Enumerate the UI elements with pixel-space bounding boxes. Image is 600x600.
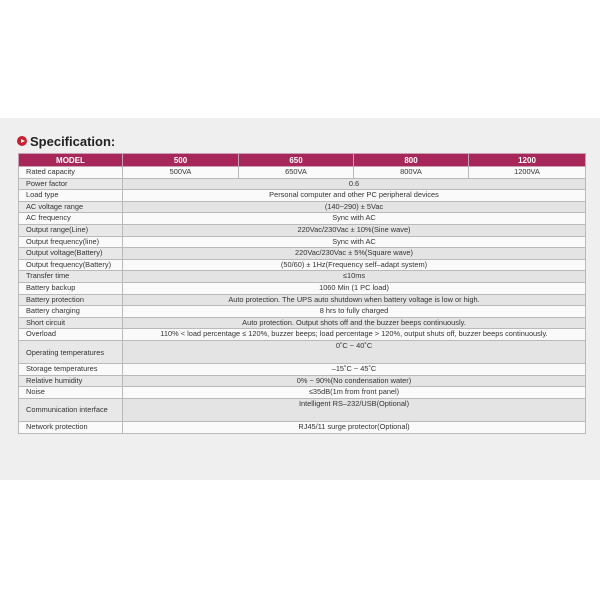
row-label: AC frequency: [19, 213, 123, 225]
row-value: 650VA: [239, 167, 354, 179]
header-model-500: 500: [123, 154, 239, 167]
table-row: [19, 190, 586, 202]
table-row: [19, 259, 586, 271]
table-row: [19, 248, 586, 260]
row-value: ≤10ms: [123, 271, 586, 283]
table-row: [19, 364, 586, 376]
row-value: 1200VA: [469, 167, 586, 179]
row-label: Battery backup: [19, 282, 123, 294]
header-model-1200: 1200: [469, 154, 586, 167]
row-value: ≤35dB(1m from front panel): [123, 387, 586, 399]
row-value: Sync with AC: [123, 213, 586, 225]
table-row: [19, 340, 586, 363]
row-value: RJ45/11 surge protector(Optional): [123, 422, 586, 434]
row-value: Personal computer and other PC peripheral devices: [123, 190, 586, 202]
row-value: 220Vac/230Vac ± 10%(Sine wave): [123, 224, 586, 236]
row-label: Operating temperatures: [19, 340, 123, 363]
row-label: Storage temperatures: [19, 364, 123, 376]
table-row: [19, 224, 586, 236]
row-value: 0% ~ 90%(No condensation water): [123, 375, 586, 387]
row-label: Noise: [19, 387, 123, 399]
row-label: Overload: [19, 329, 123, 341]
row-value: –15˚C ~ 45˚C: [123, 364, 586, 376]
row-value: 110% < load percentage ≤ 120%, buzzer beeps; load percentage > 120%, output shuts off, buzzer beeps continuously.: [123, 329, 586, 341]
section-title-text: Specification:: [30, 133, 116, 149]
row-label: Output voltage(Battery): [19, 248, 123, 260]
table-row: [19, 236, 586, 248]
row-value: Auto protection. The UPS auto shutdown when battery voltage is low or high.: [123, 294, 586, 306]
row-label: Output frequency(Battery): [19, 259, 123, 271]
row-value: Sync with AC: [123, 236, 586, 248]
row-label: Short circuit: [19, 317, 123, 329]
row-value: 220Vac/230Vac ± 5%(Square wave): [123, 248, 586, 260]
row-label: Output range(Line): [19, 224, 123, 236]
section-title: [17, 133, 115, 149]
table-row: [19, 167, 586, 179]
row-value: (50/60) ± 1Hz(Frequency self–adapt system): [123, 259, 586, 271]
row-value: 0.6: [123, 178, 586, 190]
table-row: [19, 294, 586, 306]
header-model-800: 800: [354, 154, 469, 167]
row-value: 0˚C ~ 40˚C: [123, 340, 586, 363]
row-label: Transfer time: [19, 271, 123, 283]
table-row: [19, 422, 586, 434]
row-label: Power factor: [19, 178, 123, 190]
table-row: [19, 329, 586, 341]
row-label: Rated capacity: [19, 167, 123, 179]
header-model-650: 650: [239, 154, 354, 167]
table-row: [19, 387, 586, 399]
table-row: [19, 271, 586, 283]
table-row: [19, 213, 586, 225]
row-value: Intelligent RS–232/USB(Optional): [123, 398, 586, 421]
table-row: [19, 317, 586, 329]
row-value: 1060 Min (1 PC load): [123, 282, 586, 294]
specification-table: [18, 153, 586, 434]
table-row: [19, 306, 586, 318]
table-header-row: [19, 154, 586, 167]
row-label: Output frequency(line): [19, 236, 123, 248]
row-label: Network protection: [19, 422, 123, 434]
play-circle-icon: [17, 136, 27, 146]
table-row: [19, 375, 586, 387]
table-row: [19, 201, 586, 213]
row-label: Communication interface: [19, 398, 123, 421]
row-label: Relative humidity: [19, 375, 123, 387]
row-value: (140~290) ± 5Vac: [123, 201, 586, 213]
table-row: [19, 282, 586, 294]
table-row: [19, 178, 586, 190]
row-value: 500VA: [123, 167, 239, 179]
row-label: Battery charging: [19, 306, 123, 318]
row-label: AC voltage range: [19, 201, 123, 213]
table-row: [19, 398, 586, 421]
row-value: Auto protection. Output shots off and the buzzer beeps continuously.: [123, 317, 586, 329]
header-model: MODEL: [19, 154, 123, 167]
row-label: Battery protection: [19, 294, 123, 306]
row-label: Load type: [19, 190, 123, 202]
row-value: 8 hrs to fully charged: [123, 306, 586, 318]
row-value: 800VA: [354, 167, 469, 179]
